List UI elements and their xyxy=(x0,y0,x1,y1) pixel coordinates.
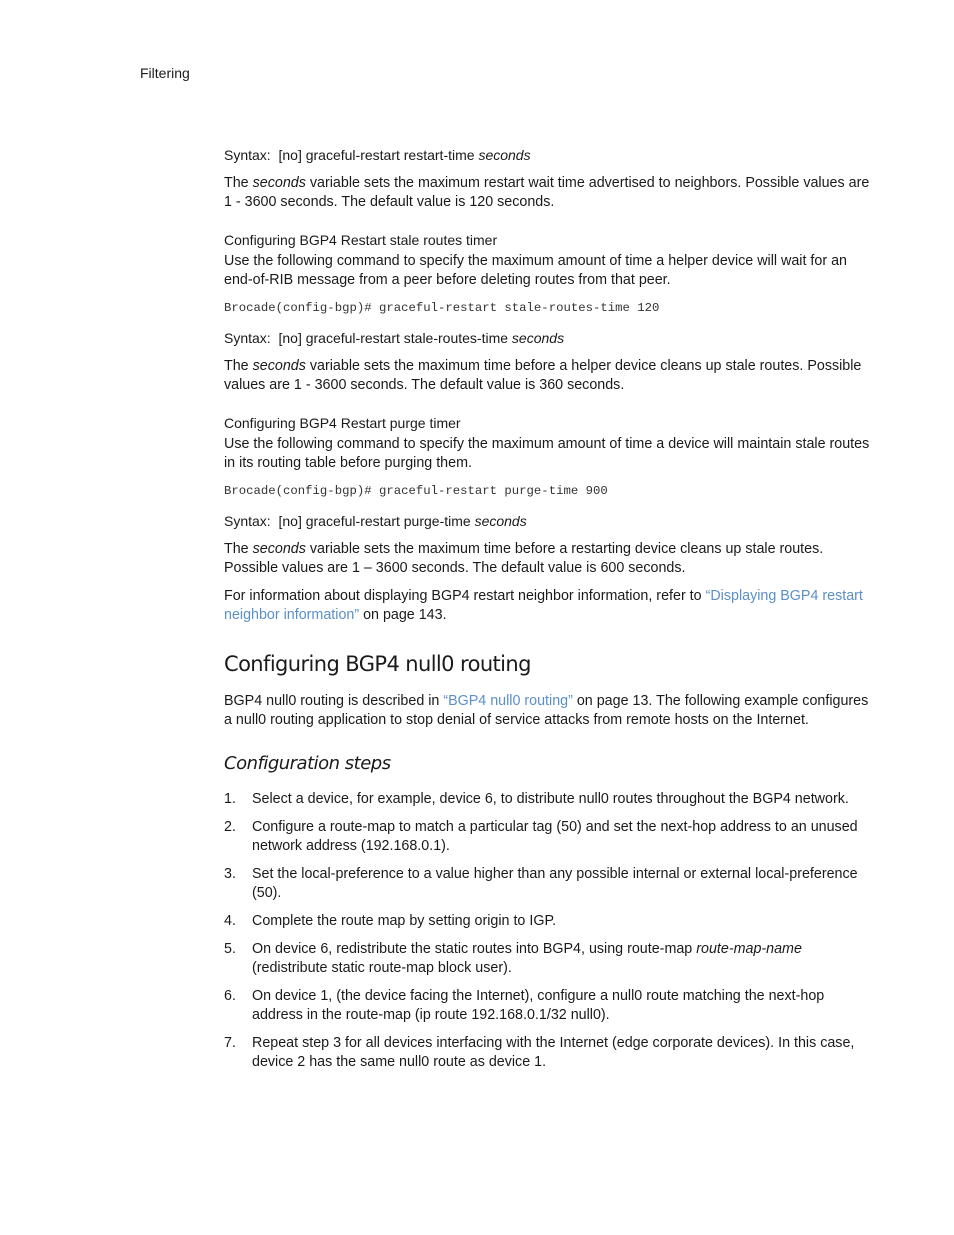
variable: seconds xyxy=(252,541,306,557)
syntax-purge-time: Syntax: [no] graceful-restart purge-time seconds xyxy=(224,513,527,529)
configuration-steps-list xyxy=(224,790,872,1072)
running-header: Filtering xyxy=(140,65,190,81)
variable: seconds xyxy=(511,330,565,346)
command-keyword: graceful-restart restart-time xyxy=(305,147,475,163)
cross-reference-link[interactable]: “BGP4 null0 routing” xyxy=(443,693,573,709)
list-item: 3. Set the local-preference to a value higher than any possible internal or external local-preference (50). xyxy=(224,866,858,901)
variable: seconds xyxy=(474,513,527,529)
no-keyword: no xyxy=(282,147,298,163)
bracket-open: [ xyxy=(278,147,283,163)
list-item: 5. On device 6, redistribute the static routes into BGP4, using route-map route-map-name (redistribute static route-map block user). xyxy=(224,941,802,976)
purge-timer-code: Brocade(config-bgp)# graceful-restart purge-time 900 xyxy=(224,484,608,498)
no-keyword: no xyxy=(282,330,298,346)
section-title: Configuring BGP4 null0 routing xyxy=(224,652,531,676)
null0-intro: BGP4 null0 routing is described in “BGP4 null0 routing” on page 13. The following example configures a null0 routing application to stop denial of service attacks from remote hosts on the Internet. xyxy=(224,693,869,728)
purge-time-variable-description: The seconds variable sets the maximum time before a restarting device cleans up stale routes. Possible values are 1 – 3600 seconds. The default value is 600 seconds. xyxy=(224,541,824,576)
purge-timer-heading: Configuring BGP4 Restart purge timer xyxy=(224,415,461,431)
command-keyword: graceful-restart stale-routes-time xyxy=(305,330,509,346)
no-keyword: no xyxy=(282,513,298,529)
subsection-title: Configuration steps xyxy=(224,753,391,774)
stale-routes-heading: Configuring BGP4 Restart stale routes timer xyxy=(224,232,498,248)
variable: seconds xyxy=(252,358,306,374)
list-item: 6. On device 1, (the device facing the Internet), configure a null0 route matching the next-hop address in the route-map (ip route 192.168.0.1/32 null0). xyxy=(224,988,825,1023)
syntax-label: Syntax: xyxy=(224,147,271,163)
list-item: 1. Select a device, for example, device 6, to distribute null0 routes throughout the BGP4 network. xyxy=(224,791,849,807)
bracket-close: ] xyxy=(297,147,302,163)
list-item: 2. Configure a route-map to match a particular tag (50) and set the next-hop address to an unused network address (192.168.0.1). xyxy=(224,819,858,854)
variable: seconds xyxy=(252,175,306,191)
purge-timer-description: Use the following command to specify the maximum amount of time a device will maintain stale routes in its routing table before purging them. xyxy=(224,436,870,471)
list-item: 4. Complete the route map by setting origin to IGP. xyxy=(224,913,557,929)
stale-routes-variable-description: The seconds variable sets the maximum time before a helper device cleans up stale routes. Possible values are 1 - 3600 seconds. The default value is 360 seconds. xyxy=(224,358,862,393)
restart-time-description: The seconds variable sets the maximum restart wait time advertised to neighbors. Possible values are 1 - 3600 seconds. The default value is 120 seconds. xyxy=(224,175,870,210)
page-content xyxy=(224,146,872,1081)
syntax-restart-time xyxy=(224,146,872,165)
cross-reference-link[interactable]: “Displaying BGP4 restart neighbor information” xyxy=(224,588,863,623)
variable: seconds xyxy=(478,147,531,163)
command-keyword: graceful-restart purge-time xyxy=(305,513,471,529)
stale-routes-code: Brocade(config-bgp)# graceful-restart stale-routes-time 120 xyxy=(224,301,660,315)
variable: route-map-name xyxy=(696,941,802,957)
stale-routes-description: Use the following command to specify the maximum amount of time a helper device will wait for an end-of-RIB message from a peer before deleting routes from that peer. xyxy=(224,253,847,288)
syntax-stale-routes: Syntax: [no] graceful-restart stale-routes-time seconds xyxy=(224,330,565,346)
list-item: 7. Repeat step 3 for all devices interfacing with the Internet (edge corporate devices). In this case, device 2 has the same null0 route as device 1. xyxy=(224,1035,855,1070)
restart-info-paragraph: For information about displaying BGP4 restart neighbor information, refer to “Displaying BGP4 restart neighbor information” on page 143. xyxy=(224,588,863,623)
